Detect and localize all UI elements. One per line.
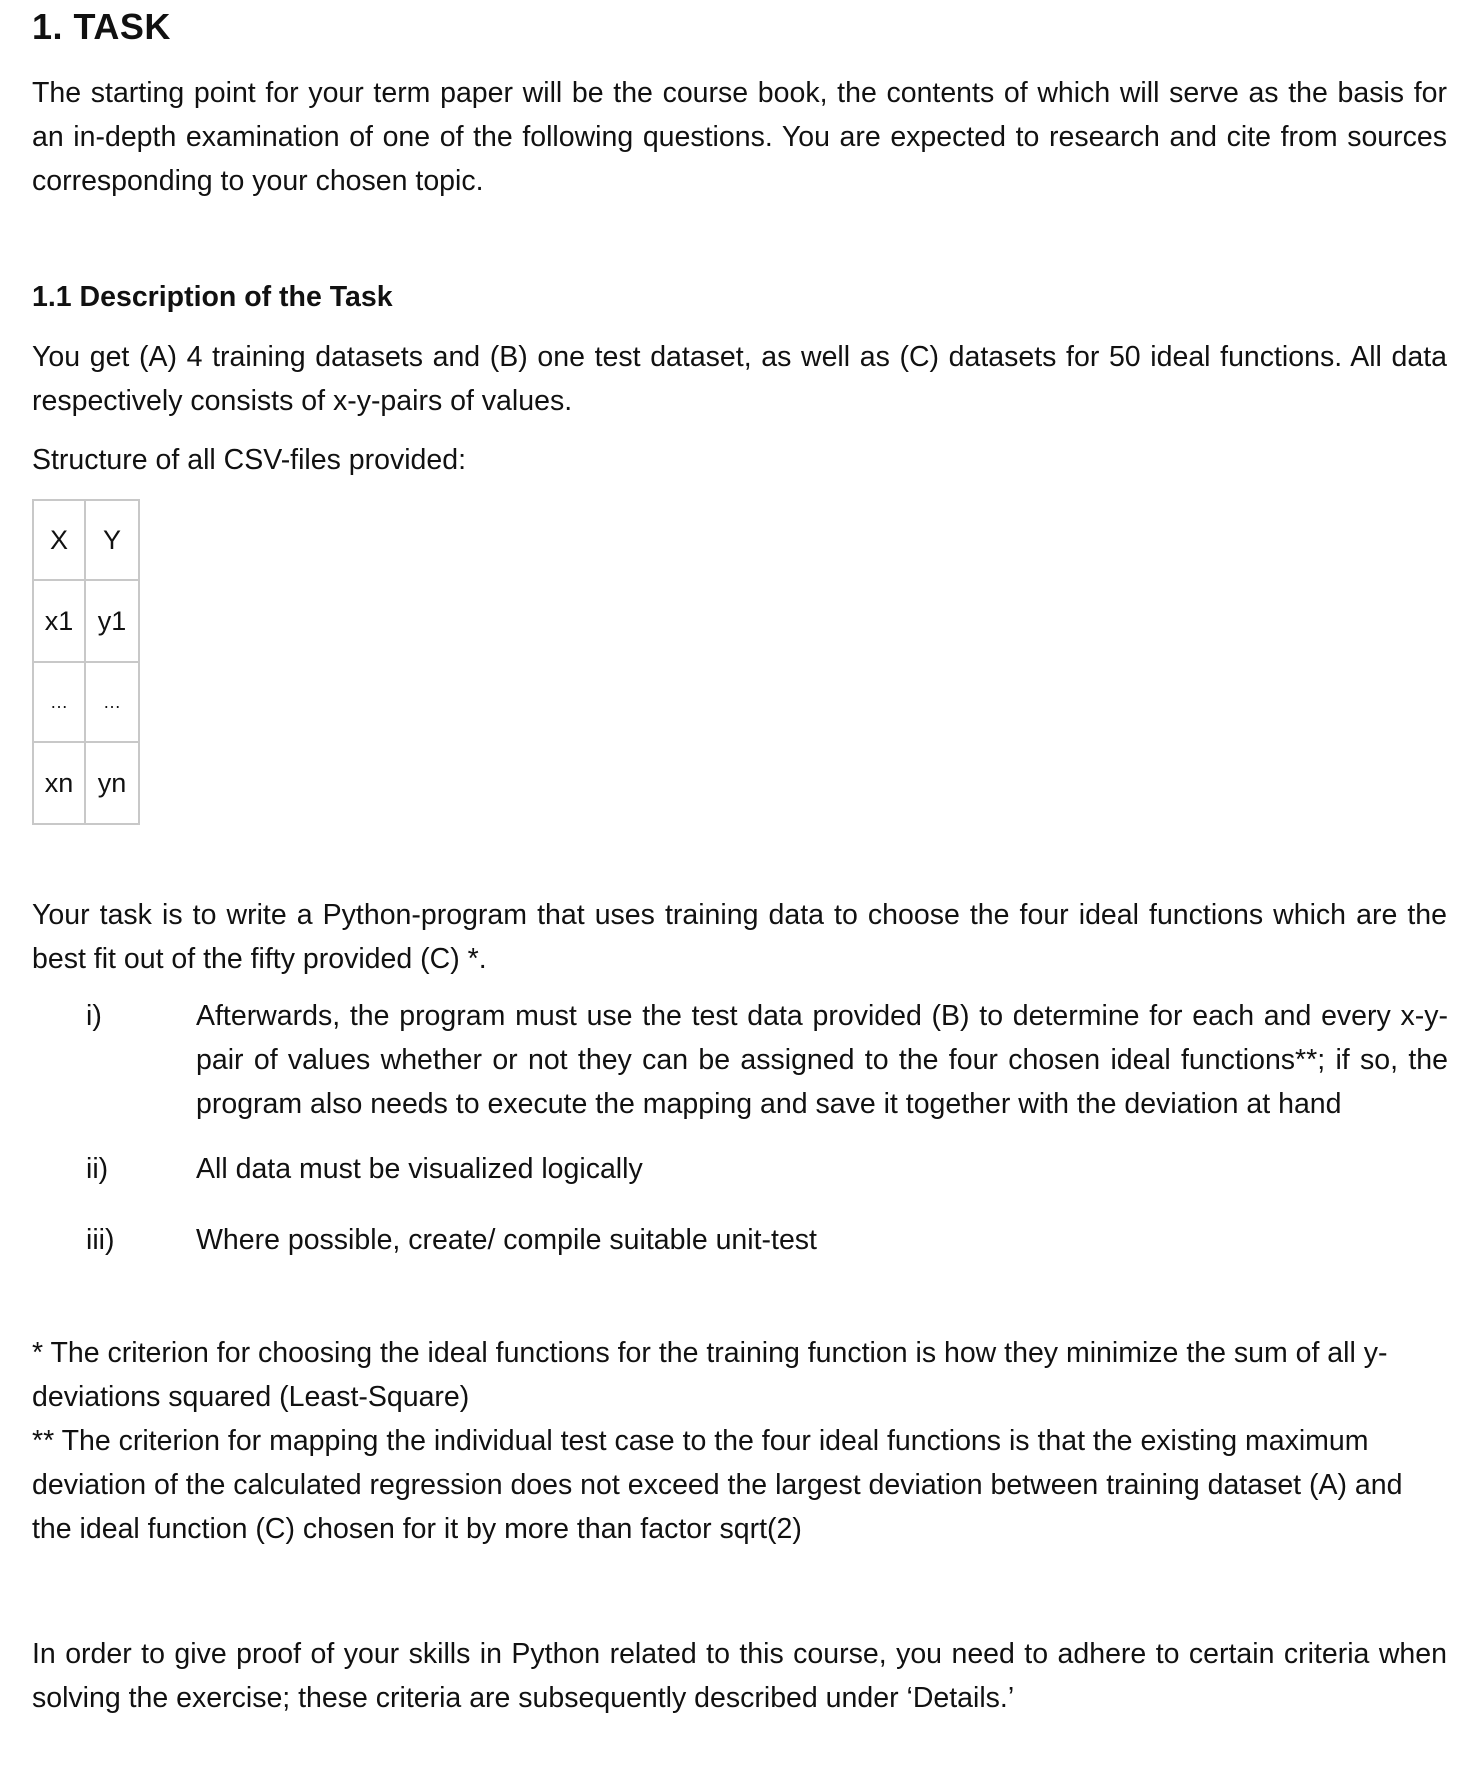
list-item-text: Where possible, create/ compile suitable unit-test bbox=[196, 1224, 817, 1256]
task-paragraph: Your task is to write a Python-program that uses training data to choose the four ideal functions which are the best fit out of the fifty provided (C) *. bbox=[32, 899, 1447, 975]
table-row bbox=[33, 580, 139, 662]
closing-paragraph: In order to give proof of your skills in Python related to this course, you need to adhere to certain criteria when solving the exercise; these criteria are subsequently described under ‘Details.’ bbox=[32, 1638, 1447, 1714]
table-cell: xn bbox=[33, 742, 85, 824]
table-cell: … bbox=[85, 662, 139, 742]
table-cell: x1 bbox=[33, 580, 85, 662]
table-row bbox=[33, 742, 139, 824]
table-cell: y1 bbox=[85, 580, 139, 662]
list-item-number: i) bbox=[86, 1000, 102, 1032]
table-cell: yn bbox=[85, 742, 139, 824]
table-header-row bbox=[33, 500, 139, 580]
section-paragraph: You get (A) 4 training datasets and (B) one test dataset, as well as (C) datasets for 50 ideal functions. All data respectively consists of x-y-pairs of values. bbox=[32, 341, 1447, 417]
intro-paragraph: The starting point for your term paper will be the course book, the contents of which will serve as the basis for an in-depth examination of one of the following questions. You are expected to research and cite from sources corresponding to your chosen topic. bbox=[32, 77, 1447, 197]
list-item-number: ii) bbox=[86, 1153, 109, 1185]
csv-structure-table bbox=[32, 499, 140, 825]
table-header-cell: Y bbox=[85, 500, 139, 580]
list-item-text: All data must be visualized logically bbox=[196, 1153, 643, 1185]
list-item-text: Afterwards, the program must use the test data provided (B) to determine for each and every x-y-pair of values whether or not they can be assigned to the four chosen ideal functions**; if so, the program also needs to execute the mapping and save it together with the deviation at hand bbox=[196, 1000, 1448, 1120]
table-header-cell: X bbox=[33, 500, 85, 580]
section-heading: 1.1 Description of the Task bbox=[32, 281, 393, 313]
table-cell: … bbox=[33, 662, 85, 742]
page-title: 1. TASK bbox=[32, 6, 171, 47]
structure-label: Structure of all CSV-files provided: bbox=[32, 444, 467, 476]
list-item-number: iii) bbox=[86, 1224, 115, 1256]
footnote-least-square: * The criterion for choosing the ideal functions for the training function is how they minimize the sum of all y-deviations squared (Least-Square) bbox=[32, 1337, 1388, 1413]
table-row bbox=[33, 662, 139, 742]
footnote-mapping-criterion: ** The criterion for mapping the individual test case to the four ideal functions is that the existing maximum deviation of the calculated regression does not exceed the largest deviation between training dataset (A) and the ideal function (C) chosen for it by more than factor sqrt(2) bbox=[32, 1425, 1403, 1545]
